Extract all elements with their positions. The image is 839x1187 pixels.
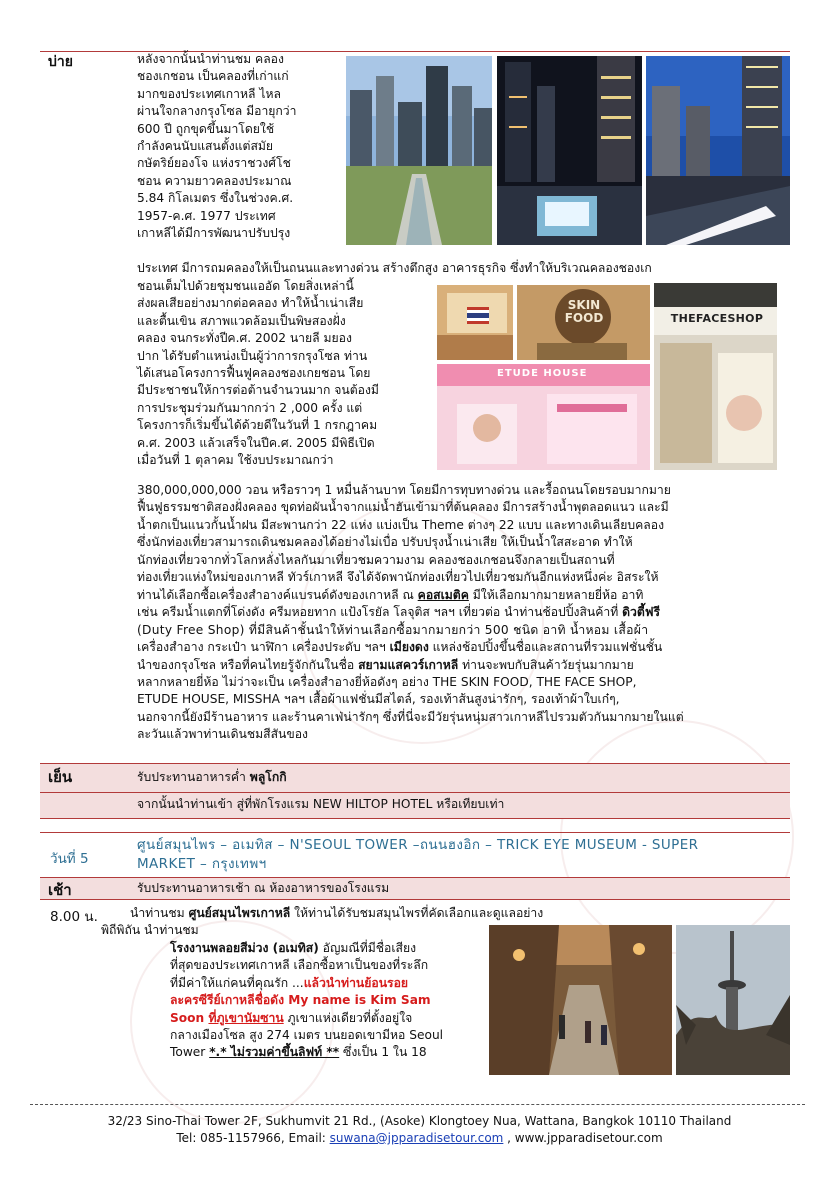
text-line: เมื่อวันที่ 1 ตุลาคม ใช้งบประมาณกว่า: [137, 453, 334, 468]
text-line: [170, 1010, 490, 1027]
text-line: [137, 587, 797, 604]
morning-label: เช้า: [48, 881, 72, 899]
text-span: เครื่องสำอาง กระเป๋า นาฬิกา เครื่องประดับ ฯลฯ: [137, 640, 390, 655]
day-label: วันที่ 5: [50, 851, 89, 867]
text-line: ชอน ความยาวคลองประมาณ: [137, 173, 292, 188]
text-line: หลังจากนั้นนำท่านชม คลอง: [137, 52, 284, 66]
text-span: ให้ท่านได้รับชมสมุนไพรที่คัดเลือกและดูแลอย่าง: [290, 906, 544, 920]
text-line: กลางเมืองโซล สูง 274 เมตร บนยอดเขามีหอ Seoul: [170, 1028, 444, 1043]
section-divider: [40, 763, 790, 764]
section-divider: [40, 877, 790, 878]
amethyst-highlight: โรงงานพลอยสีม่วง (อเมทิส): [170, 941, 319, 955]
day-title-line: MARKET – กรุงเทพฯ: [137, 856, 267, 872]
section-divider: [40, 792, 790, 793]
myeongdong-highlight: เมียงดง: [389, 640, 429, 655]
namsan-highlight: แล้วนำท่านย้อนรอย: [303, 975, 409, 990]
text-span: ซึ่งเป็น 1 ใน 18: [339, 1045, 427, 1060]
shop-photo-flag: [437, 285, 513, 360]
text-line: การประชุมร่วมกันมากกว่า 2 ,000 ครั้ง แต่: [137, 400, 363, 415]
dinner-text: [137, 769, 287, 786]
text-line: 5.84 กิโลเมตร ซึ่งในช่วงค.ศ.: [137, 191, 294, 206]
website-text: , www.jpparadisetour.com: [503, 1131, 663, 1145]
text-line: คลอง จนกระทั่งปีค.ศ. 2002 นายลี มยอง: [137, 331, 352, 346]
text-line: [137, 657, 797, 674]
text-span: เช่น ครีมน้ำแตกที่โด่งดัง ครีมหอยทาก แป้งโรยัล โลจุติส ฯลฯ เที่ยวต่อ นำท่านช้อปปิ้งสินค้าที่: [137, 605, 623, 620]
shop-photo-etude-house: [437, 364, 650, 470]
footer-address: 32/23 Sino-Thai Tower 2F, Sukhumvit 21 Rd., (Asoke) Klongtoey Nua, Wattana, Bangkok 10110 Thailand: [107, 1114, 732, 1128]
cheonggyecheon-photo-day: [346, 56, 492, 245]
text-line: 380,000,000,000 วอน หรือราวๆ 1 หมื่นล้านบาท โดยมีการทุบทางด่วน และรื้อถนนโดยรอบมากมาย: [137, 483, 671, 497]
bulgogi-highlight: พลูโกกิ: [249, 770, 287, 784]
cheonggyecheon-details: [137, 482, 797, 586]
text-line: ส่งผลเสียอย่างมากต่อคลอง ทำให้น้ำเน่าเสีย: [137, 296, 364, 311]
lift-fee-note: *.* ไม่รวมค่าขึ้นลิฟท์ **: [209, 1045, 340, 1060]
breakfast-text: รับประทานอาหารเช้า ณ ห้องอาหารของโรงแรม: [137, 881, 390, 895]
text-line: กษัตริย์ยองโจ แห่งราชวงศ์โช: [137, 156, 291, 171]
footer-divider: [30, 1104, 805, 1105]
text-line: 600 ปี ถูกขุดขึ้นมาโดยใช้: [137, 121, 275, 136]
day-title-line: [137, 836, 787, 855]
footer-contact: [0, 1131, 839, 1145]
text-line: 1957-ค.ศ. 1977 ประเทศ: [137, 208, 276, 223]
section-divider: [40, 818, 790, 819]
text-span: อัญมณีที่มีชื่อเสียง: [318, 941, 417, 955]
text-line: มากของประเทศเกาหลี ไหล: [137, 86, 282, 101]
text-line: ค.ศ. 2003 แล้วเสร็จในปีค.ศ. 2005 มีพิธีเปิด: [137, 435, 375, 450]
evening-label: เย็น: [48, 768, 73, 786]
text-span: Tower: [170, 1045, 210, 1060]
text-line: ที่สุดของประเทศเกาหลี เลือกซื้อหาเป็นของที่ระลึก: [170, 958, 429, 973]
text-line: ปาก ได้รับตำแหน่งเป็นผู้ว่าการกรุงโซล ท่าน: [137, 348, 368, 363]
text-line: นอกจากนี้ยังมีร้านอาหาร และร้านคาเฟ่น่ารักๆ ซึ่งที่นี่จะมีวัยรุ่นหนุ่มสาวเกาหลีไปรวมตัวกันมากมายในแต่: [137, 709, 684, 724]
text-line: โครงการก็เริ่มขึ้นได้ด้วยดีในวันที่ 1 กรกฎาคม: [137, 418, 378, 433]
text-line: [170, 975, 490, 992]
text-span: – TRICK EYE MUSEUM - SUPER: [480, 837, 699, 853]
skin-food-sign: [560, 299, 608, 325]
text-line: ชอนเต็มไปด้วยชุมชนแออัด โดยสิ่งเหล่านี้: [137, 279, 354, 293]
cheonggyecheon-photo-plaza: [646, 56, 790, 245]
cheonggyecheon-intro: [137, 51, 347, 242]
text-span: ที่มีค่าให้แก่คนที่คุณรัก ...: [170, 975, 304, 990]
text-span: ท่านจะพบกับสินค้าวัยรุ่นมากมาย: [458, 657, 634, 672]
herb-center-highlight: ศูนย์สมุนไพรเกาหลี: [188, 906, 291, 920]
afternoon-label: บ่าย: [48, 54, 73, 70]
hotel-text: จากนั้นนำท่านเข้า สู่ที่พักโรงแรม NEW HILTOP HOTEL หรือเทียบเท่า: [137, 797, 505, 811]
text-line: มีประชาชนให้การต่อต้านจำนวนมาก จนต้องมี: [137, 383, 379, 398]
time-label: 8.00 น.: [50, 909, 98, 925]
text-span: Tel: 085-1157966, Email:: [176, 1131, 330, 1145]
text-line: หลากหลายยี่ห้อ ไม่ว่าจะเป็น เครื่องสำอางยี่ห้อดังๆ อย่าง THE SKIN FOOD, THE FACE SHOP,: [137, 675, 637, 690]
shopping-details: [137, 587, 797, 744]
text-line: [137, 604, 797, 621]
text-span: รับประทานอาหารค่ำ: [137, 770, 250, 784]
text-span: นำของกรุงโซล หรือที่คนไทยรู้จักกันในชื่อ: [137, 657, 359, 672]
text-span: ศูนย์สมุนไพร – อเมทิส –: [137, 837, 290, 853]
text-line: เกาหลีได้มีการพัฒนาปรับปรุง: [137, 226, 291, 241]
namsan-mountain-highlight: ที่ภูเขานัมซาน: [208, 1010, 284, 1025]
text-line: (Duty Free Shop) ที่มีสินค้าชั้นนำให้ท่านเลือกซื้อมากมายกว่า 500 ชนิด อาทิ น้ำหอม เสื้อผ้า: [137, 622, 649, 637]
text-line: ชองเกชอน เป็นคลองที่เก่าแก่: [137, 69, 289, 84]
text-line: [170, 940, 490, 957]
text-line: และตื้นเขิน สภาพแวดล้อมเป็นพิษสองฝั่ง: [137, 313, 346, 328]
sign-text: FOOD: [564, 311, 604, 325]
section-divider: [40, 832, 790, 833]
hongdae-street-photo: [489, 925, 672, 1075]
text-line: ฟื้นฟูธรรมชาติสองฝั่งคลอง ขุดท่อผันน้ำจากแม่น้ำฮันเข้ามาที่ต้นคลอง มีการสร้างน้ำพุตลอดแนว และมี: [137, 500, 669, 515]
text-span: แหล่งช้อปปิ้งขึ้นชื่อและสถานที่รวมแฟชั่นชั้น: [428, 640, 663, 655]
text-line: ละครซีรีย์เกาหลีชื่อดัง My name is Kim Sam: [170, 993, 431, 1008]
face-shop-sign: THEFACESHOP: [670, 312, 764, 325]
text-line: ETUDE HOUSE, MISSHA ฯลฯ เสื้อผ้าแฟชั่นมีสไตล์, รองเท้าส้นสูงน่ารักๆ, รองเท้าผ้าใบเก๋ๆ,: [137, 692, 620, 707]
text-span: ถนนฮงอิก: [419, 837, 481, 853]
restoration-history: [137, 278, 437, 469]
text-line: กำลังคนนับแสนตั้งแต่สมัย: [137, 139, 274, 154]
text-line: [137, 639, 797, 656]
email-link[interactable]: suwana@jpparadisetour.com: [329, 1131, 504, 1145]
day-title: [137, 836, 787, 874]
text-span: นำท่านชม: [130, 906, 189, 920]
duty-free-highlight: ดิวตี้ฟรี: [622, 605, 660, 620]
sign-text: SKIN: [567, 298, 601, 312]
text-line: ซึ่งนักท่องเที่ยวสามารถเดินชมคลองได้อย่างไม่เบื่อ ปรับปรุงน้ำเน่าเสีย ให้เป็นน้ำใสสะอาด ทำให้: [137, 535, 633, 550]
shop-photo-skin-food: [517, 285, 650, 360]
herb-center-text-cont: พิถีพิถัน นำท่านชม: [101, 923, 199, 937]
etude-house-sign: ETUDE HOUSE: [497, 368, 588, 379]
text-line: ประเทศ มีการถมคลองให้เป็นถนนและทางด่วน สร้างตึกสูง อาคารธุรกิจ ซึ่งทำให้บริเวณคลองชองเก: [137, 261, 652, 275]
text-line: ได้เสนอโครงการฟื้นฟูคลองชองเกยชอน โดย: [137, 366, 371, 381]
shop-photo-face-shop: [654, 283, 777, 470]
text-line: น้ำตกเป็นแนวกั้นน้ำฝน มีสะพานกว่า 22 แห่ง แบ่งเป็น Theme ต่างๆ 22 แบบ และทางเดินเลียบคลอง: [137, 517, 665, 532]
cheonggyecheon-photo-night: [497, 56, 642, 245]
cosmetics-highlight: คอสเมติค: [417, 588, 469, 602]
text-span: ภูเขาแห่งเดียวที่ตั้งอยู่ใจ: [283, 1010, 413, 1025]
text-line: นักท่องเที่ยวจากทั่วโลกหลั่งไหลกันมาเที่ยวชมความงาม คลองชองเกชอนจึงกลายเป็นสถานที่: [137, 552, 615, 567]
text-span: ท่านได้เลือกซื้อเครื่องสำอางค์แบรนด์ดังของเกาหลี ณ: [137, 588, 418, 602]
text-span: N'SEOUL TOWER –: [289, 837, 420, 853]
text-line: ผ่านใจกลางกรุงโซล มีอายุกว่า: [137, 104, 297, 119]
text-span: Soon: [170, 1010, 209, 1025]
text-line: ละวันแล้วพาท่านเดินชมสีสันของ: [137, 727, 308, 742]
text-line: [170, 1044, 490, 1061]
siam-square-korea-highlight: สยามแสควร์เกาหลี: [358, 657, 459, 672]
amethyst-namsan-text: [170, 940, 490, 1062]
text-line: ท่องเที่ยวแห่งใหม่ของเกาหลี ทัวร์เกาหลี จึงได้จัดพานักท่องเที่ยวไปเที่ยวชมกันอีกแห่งหนึ่งค่ะ อิสระให้: [137, 570, 659, 585]
n-seoul-tower-photo: [676, 925, 790, 1075]
text-span: มีให้เลือกมากมายหลายยี่ห้อ อาทิ: [468, 588, 644, 602]
section-divider: [40, 899, 790, 900]
herb-center-text: [130, 905, 543, 922]
